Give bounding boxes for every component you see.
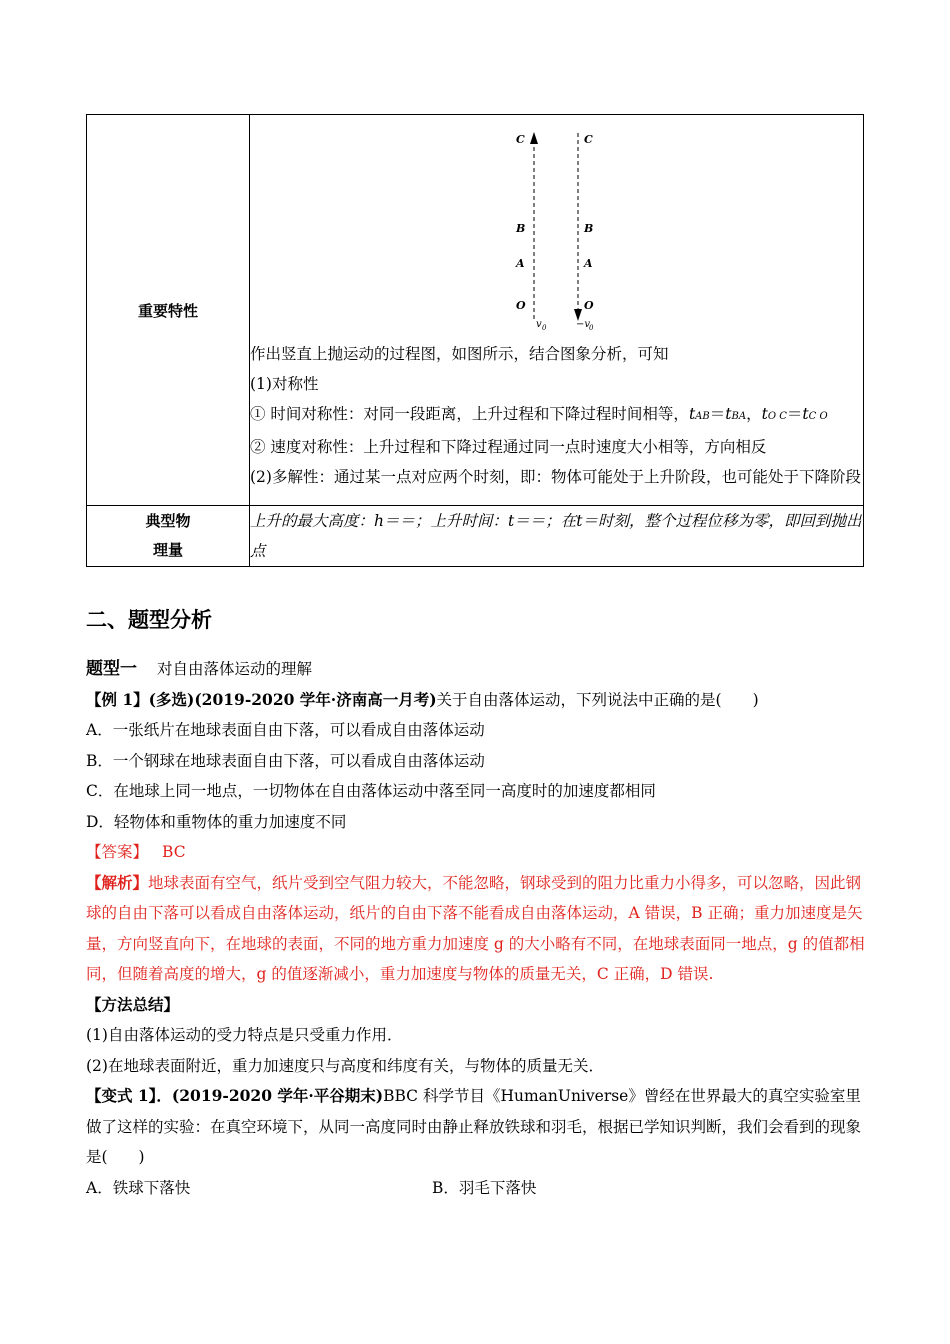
example-1-answer: 【答案】 BC (86, 843, 186, 861)
properties-intro: 作出竖直上抛运动的过程图，如图所示，结合图象分析，可知 (250, 344, 669, 363)
speed-symmetry: ② 速度对称性：上升过程和下降过程通过同一点时速度大小相等，方向相反 (250, 437, 767, 456)
question-type-heading: 题型一 对自由落体运动的理解 (86, 659, 313, 679)
left-velocity-label: v (536, 318, 542, 330)
right-velocity-label: −v (576, 318, 591, 330)
important-properties-cell (250, 115, 864, 506)
time-symmetry: ① 时间对称性：对同一段距离，上升过程和下降过程时间相等，tAB＝tBA，tO C＝tC O (250, 404, 828, 423)
right-point-o: O (584, 298, 594, 312)
table-row (87, 506, 864, 567)
right-point-c: C (584, 132, 593, 146)
method-summary-title: 【方法总结】 (86, 994, 180, 1014)
left-point-c: C (516, 132, 525, 146)
motion-diagram-svg (250, 129, 870, 339)
row-label-typical-quantities: 典型物 理量 (87, 506, 250, 567)
left-point-b: B (516, 221, 526, 235)
variant-1-option-b: B．羽毛下落快 (432, 1178, 537, 1197)
example-1-option-c: C．在地球上同一地点，一切物体在自由落体运动中落至同一高度时的加速度都相同 (86, 782, 656, 800)
multiple-solutions: (2)多解性：通过某一点对应两个时刻，即：物体可能处于上升阶段，也可能处于下降阶段 (250, 467, 861, 486)
variant-1-stem: 【变式 1】．(2019-2020 学年·平谷期末)BBC 科学节目《HumanUniverse》曾经在世界最大的真空实验室里做了这样的实验：在真空环境下，从同一高度同时由静止释放铁球和羽毛，根据已学知识判断，我们会看到的现象是( ) (86, 1086, 862, 1166)
left-point-o: O (516, 298, 526, 312)
example-1-stem: 【例 1】(多选)(2019-2020 学年·济南高一月考)关于自由落体运动，下列说法中正确的是( ) (86, 689, 759, 709)
method-summary-item: (1)自由落体运动的受力特点是只受重力作用． (86, 1026, 403, 1044)
symmetry-title: (1)对称性 (250, 374, 319, 393)
example-1-option-b: B．一个钢球在地球表面自由下落，可以看成自由落体运动 (86, 751, 485, 770)
vertical-throw-diagram (250, 129, 863, 339)
example-1-analysis: 【解析】地球表面有空气，纸片受到空气阻力较大，不能忽略，钢球受到的阻力比重力小得多，可以忽略，因此钢球的自由下落可以看成自由落体运动，纸片的自由下落不能看成自由落体运动，A 错误，B 正确；重力加速度是矢量，方向竖直向下，在地球的表面，不同的地方重力加速度 g 的大小略有不同，在地球表面同一地点，g 的值都相同，但随着高度的增大，g 的值逐渐减小，重力加速度与物体的质量无关，C 正确，D 错误. (86, 872, 865, 983)
variant-1-options (86, 1173, 876, 1204)
typical-quantities-text: 上升的最大高度：h＝＝；上升时间：t＝＝；在t＝时刻，整个过程位移为零，即回到抛出点 (250, 512, 862, 560)
typical-quantities-cell (250, 506, 864, 567)
table-row (87, 115, 864, 506)
example-1-option-a: A．一张纸片在地球表面自由下落，可以看成自由落体运动 (86, 721, 485, 739)
section-title: 二、题型分析 (86, 608, 212, 632)
example-1-option-d: D．轻物体和重物体的重力加速度不同 (86, 812, 347, 831)
left-point-a: A (516, 256, 525, 270)
question-section (86, 654, 876, 1203)
right-velocity-sub: 0 (589, 323, 594, 332)
right-point-a: A (584, 256, 593, 270)
right-point-b: B (584, 221, 594, 235)
properties-table (86, 114, 864, 567)
left-velocity-sub: 0 (542, 323, 547, 332)
row-label-important-properties: 重要特性 (87, 115, 250, 506)
method-summary-item: (2)在地球表面附近，重力加速度只与高度和纬度有关，与物体的质量无关． (86, 1056, 604, 1075)
variant-1-option-a: A．铁球下落快 (86, 1178, 191, 1197)
upward-arrow-icon (530, 132, 538, 144)
